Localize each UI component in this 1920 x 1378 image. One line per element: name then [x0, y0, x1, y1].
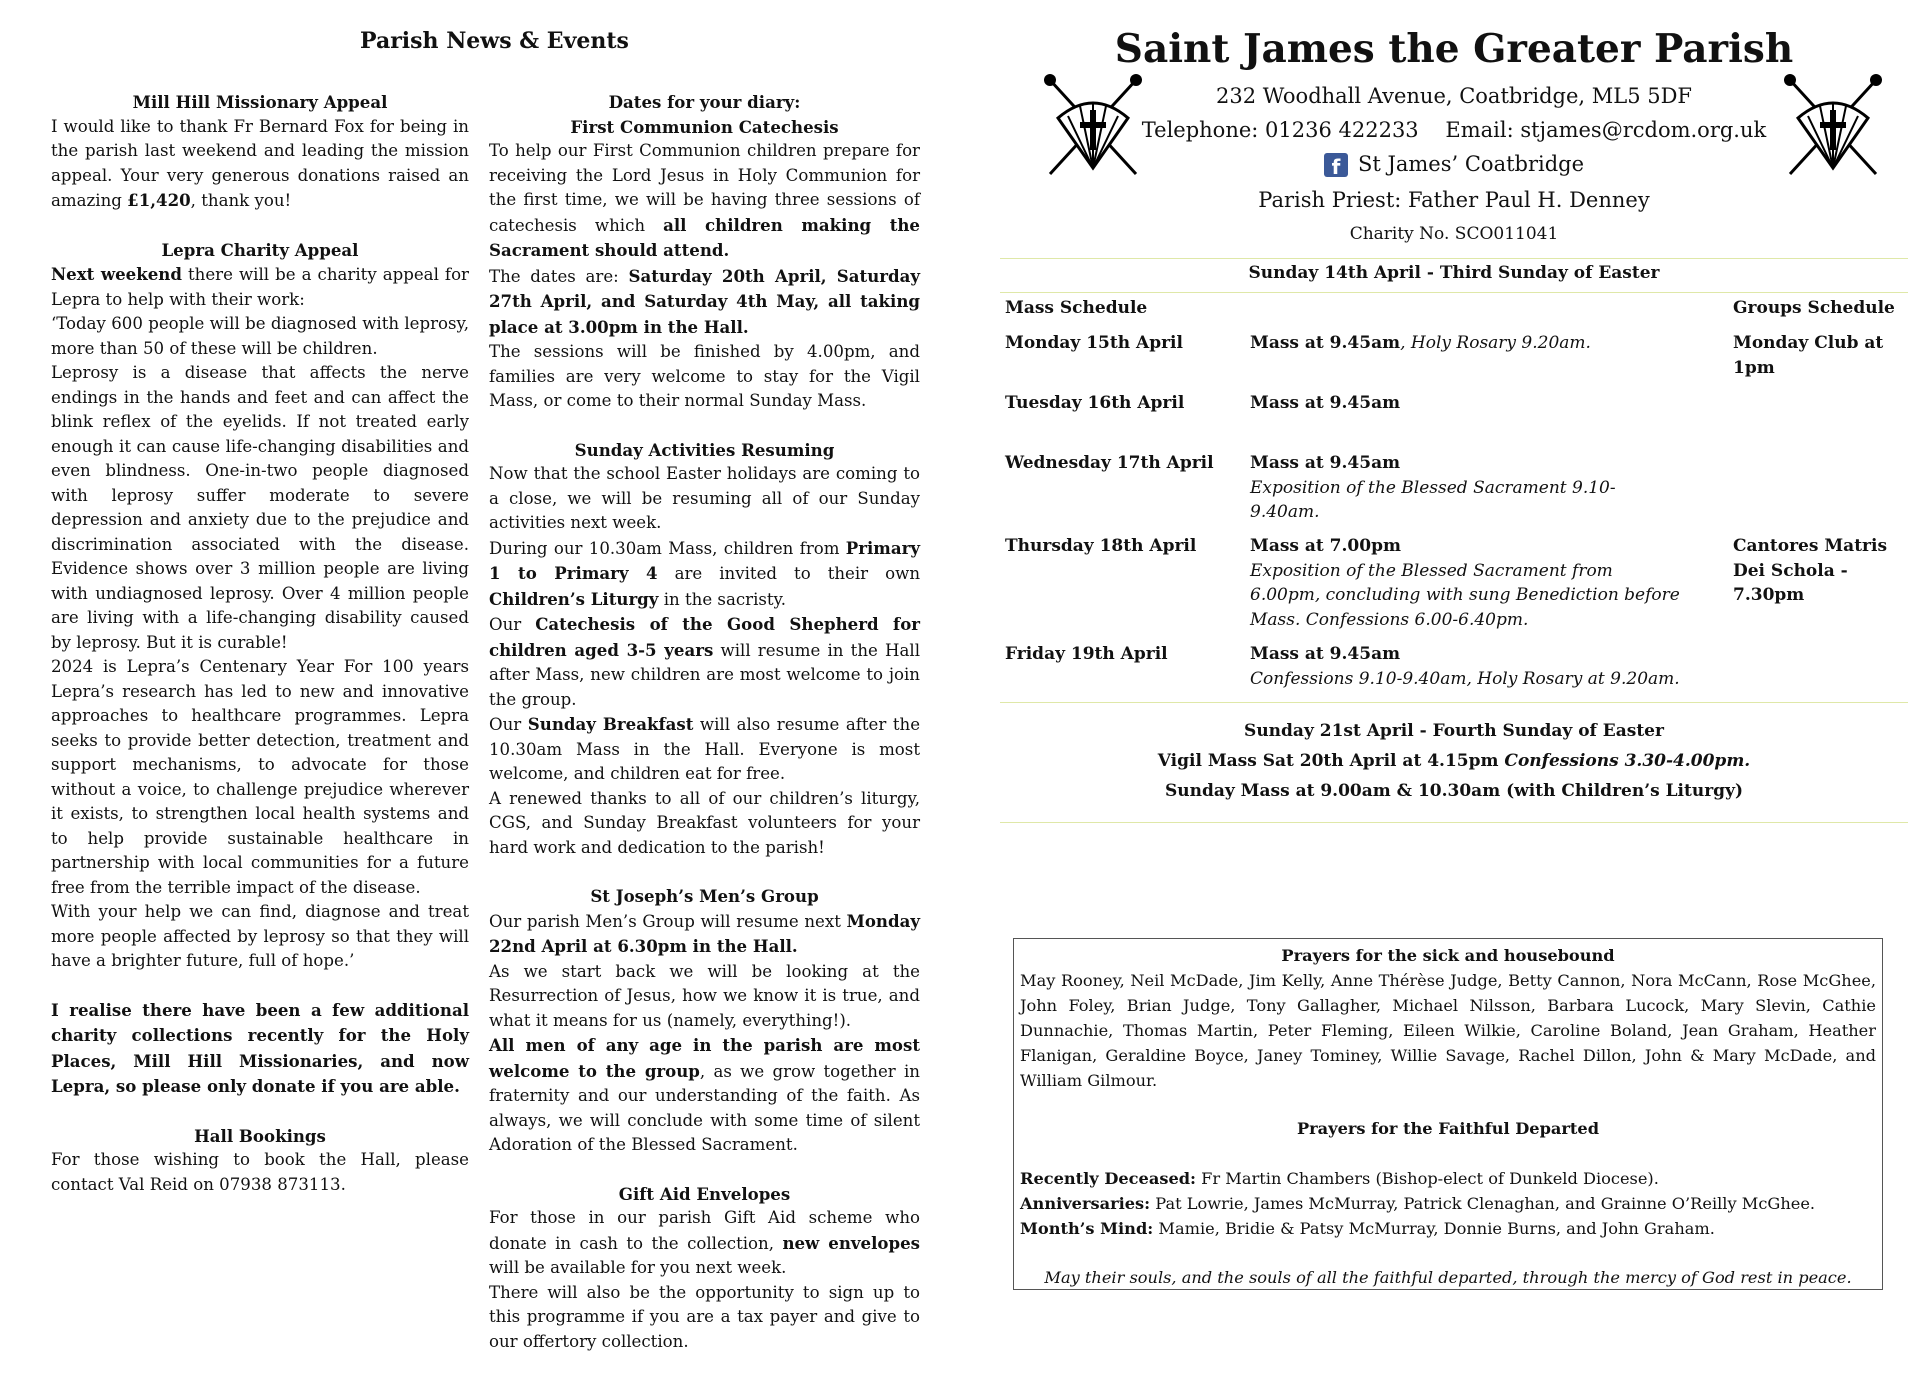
lepra-quote-3: 2024 is Lepra’s Centenary Year For 100 years Lepra’s research has led to new and innovative approaches to healthcare programmes. Lepra seeks to provide better detection, treatment and support mechanisms, to advocate for those without a voice, to challenge prejudice wherever it exists, to strengthen local health systems and to help provide sustainable healthcare in partnership with local communities for a future free from the terrible impact of the disease. [51, 657, 469, 897]
diary-heading: Dates for your diary: [608, 92, 801, 112]
parish-title: Saint James the Greater Parish [1114, 26, 1794, 72]
mill-hill-text: I would like to thank Fr Bernard Fox for being in the parish last weekend and leading the mission appeal. Your very generous donations raised an amazing £1,420, thank you! [51, 116, 469, 210]
sunday-activities-heading: Sunday Activities Resuming [574, 439, 835, 460]
divider [1000, 292, 1908, 293]
facebook-line[interactable] [1000, 152, 1908, 177]
parish-header: Saint James the Greater Parish 232 Woodhall Avenue, Coatbridge, ML5 5DF Telephone: 01236 422233 Email: stjames@rcdom.org.uk f St James’ Coatbridge Parish Priest: Father Paul H. Denney Charity No. SCO011041 Sunday 14th April - Third Sunday of Easter Mass Schedule Groups Schedule Monday 15th April Mass at 9.45am, Holy Rosary 9.20am. Monday Club at 1pm Tuesday 16th April Mass at 9.45am Wednesday 17th April Mass at 9.45am Exposition of the Blessed Sacrament 9.10-9.40am. Thursday 18th April Mass at 7.00pm Exposition of the Blessed Sacrament from 6.00pm, concluding with sung Benediction before Mass. Confessions 6.00-6.40pm. Cantores Matris Dei Schola - 7.30pm Friday 19th April Mass at 9.45am Confessions 9.10-9.40am, Holy Rosary at 9.20am. Sunday 21st April - Fourth Sunday of Easter Vigil Mass Sat 20th April at 4.15pm Confessions 3.30-4.00pm. Sunday Mass at 9.00am & 10.30am (with Children’s Liturgy) [1000, 0, 1908, 1357]
lepra-quote-1: ‘Today 600 people will be diagnosed with leprosy, more than 50 of these will be children. [51, 314, 469, 358]
vigil-mass: Vigil Mass Sat 20th April at 4.15pm Confessions 3.30-4.00pm. [1157, 751, 1751, 771]
sick-names: May Rooney, Neil McDade, Jim Kelly, Anne Thérèse Judge, Betty Cannon, Nora McCann, Rose McGhee, John Foley, Brian Judge, Tony Gallagher, Michael Nilsson, Barbara Lucock, Mary Slevin, Cathie Dunnachie, Thomas Martin, Peter Fleming, Eileen Wilkie, Caroline Boland, Jean Graham, Heather Flanigan, Geraldine Boyce, Janey Tominey, Willie Savage, Rachel Dillon, John & Mary McDade, and William Gilmour. [1020, 971, 1876, 1090]
facebook-page[interactable]: St James’ Coatbridge [1357, 152, 1585, 176]
catechesis-heading: First Communion Catechesis [570, 116, 839, 137]
lepra-section [51, 238, 469, 974]
months-mind: Month’s Mind: Mamie, Bridie & Patsy McMurray, Donnie Burns, and John Graham. [1020, 1219, 1715, 1238]
telephone: Telephone: 01236 422233 [1141, 118, 1419, 142]
sunday-mass: Sunday Mass at 9.00am & 10.30am (with Children’s Liturgy) [1164, 781, 1743, 801]
divider [1000, 702, 1908, 703]
contact-line [1000, 118, 1908, 142]
lepra-quote-4: With your help we can find, diagnose and treat more people affected by leprosy so that they will have a brighter future, full of hope.’ [51, 902, 469, 970]
email-link[interactable]: Email: stjames@rcdom.org.uk [1445, 118, 1767, 142]
lepra-quote-2: Leprosy is a disease that affects the nerve endings in the hands and feet and can affect the blink reflex of the eyelids. If not treated early enough it can cause life-changing disabilities and even blindness. One-in-two people diagnosed with leprosy suffer moderate to severe depression and anxiety due to the prejudice and discrimination associated with the disease. Evidence shows over 3 million people are living with undiagnosed leprosy. Over 4 million people are living with a life-changing disability caused by leprosy. But it is curable! [51, 363, 469, 652]
anniversaries: Anniversaries: Pat Lowrie, James McMurray, Patrick Clenaghan, and Grainne O’Reilly McGhee. [1020, 1194, 1816, 1213]
mass-schedule-header: Mass Schedule [1005, 298, 1148, 318]
news-column-left [51, 90, 469, 1221]
donation-notice: I realise there have been a few additional charity collections recently for the Holy Places, Mill Hill Missionaries, and now Lepra, so please only donate if you are able. [51, 999, 469, 1096]
gift-aid-heading: Gift Aid Envelopes [618, 1183, 791, 1204]
closing-prayer: May their souls, and the souls of all the faithful departed, through the mercy of God rest in peace. [1044, 1268, 1852, 1287]
news-column-right [489, 90, 920, 1378]
mill-hill-heading: Mill Hill Missionary Appeal [132, 92, 388, 112]
hall-section [51, 1124, 469, 1198]
mens-group-section: St Joseph’s Men’s Group Our parish Men’s Group will resume next Monday 22nd April at 6.30pm in the Hall. As we start back we will be looking at the Resurrection of Jesus, how we know it is true, and what it means for us (namely, everything!). All men of any age in the parish are most welcome to the group, as we grow together in fraternity and our understanding of the faith. As always, we will conclude with some time of silent Adoration of the Blessed Sacrament. [489, 886, 920, 1154]
sunday-heading: Sunday 14th April - Third Sunday of Easter [1248, 263, 1660, 283]
lepra-heading: Lepra Charity Appeal [161, 239, 359, 260]
lepra-intro: Next weekend there will be a charity appeal for Lepra to help with their work: [51, 264, 469, 309]
mens-group-heading: St Joseph’s Men’s Group [590, 886, 819, 906]
divider [1000, 822, 1908, 823]
charity-number: Charity No. SCO011041 [1349, 224, 1559, 244]
page-title: Parish News & Events [360, 28, 629, 54]
facebook-icon: f [1324, 153, 1348, 177]
diary-section: Dates for your diary: First Communion Catechesis To help our First Communion children prepare for receiving the Lord Jesus in Holy Communion for the first time, we will be having three sessions of catechesis which all children making the Sacrament should attend. The dates are: Saturday 20th April, Saturday 27th April, and Saturday 4th May, all taking place at 3.00pm in the Hall. The sessions will be finished by 4.00pm, and families are very welcome to stay for the Vigil Mass, or come to their normal Sunday Mass. [489, 92, 920, 410]
parish-address: 232 Woodhall Avenue, Coatbridge, ML5 5DF [1215, 84, 1693, 108]
prayers-box [1013, 938, 1883, 1290]
parish-priest: Parish Priest: Father Paul H. Denney [1258, 188, 1650, 212]
hall-heading: Hall Bookings [194, 1125, 326, 1146]
groups-schedule-header: Groups Schedule [1733, 298, 1895, 318]
gift-aid-section: Gift Aid Envelopes For those in our parish Gift Aid scheme who donate in cash to the collection, new envelopes will be available for you next week. There will also be the opportunity to sign up to this programme if you are a tax payer and give to our offertory collection. [489, 1183, 920, 1351]
recently-deceased: Recently Deceased: Fr Martin Chambers (Bishop-elect of Dunkeld Diocese). [1020, 1169, 1659, 1188]
next-sunday-heading: Sunday 21st April - Fourth Sunday of Easter [1244, 721, 1664, 741]
mill-hill-section [51, 90, 469, 214]
sick-heading: Prayers for the sick and housebound [1281, 946, 1615, 965]
hall-text: For those wishing to book the Hall, please contact Val Reid on 07938 873113. [51, 1150, 469, 1194]
departed-heading: Prayers for the Faithful Departed [1296, 1119, 1600, 1138]
sunday-activities-section: Sunday Activities Resuming Now that the school Easter holidays are coming to a close, we will be resuming all of our Sunday activities next week. During our 10.30am Mass, children from Primary 1 to Primary 4 are invited to their own Children’s Liturgy in the sacristy. Our Catechesis of the Good Shepherd for children aged 3-5 years will resume in the Hall after Mass, new children are most welcome to join the group. Our Sunday Breakfast will also resume after the 10.30am Mass in the Hall. Everyone is most welcome, and children eat for free. A renewed thanks to all of our children’s liturgy, CGS, and Sunday Breakfast volunteers for your hard work and dedication to the parish! [489, 439, 921, 857]
